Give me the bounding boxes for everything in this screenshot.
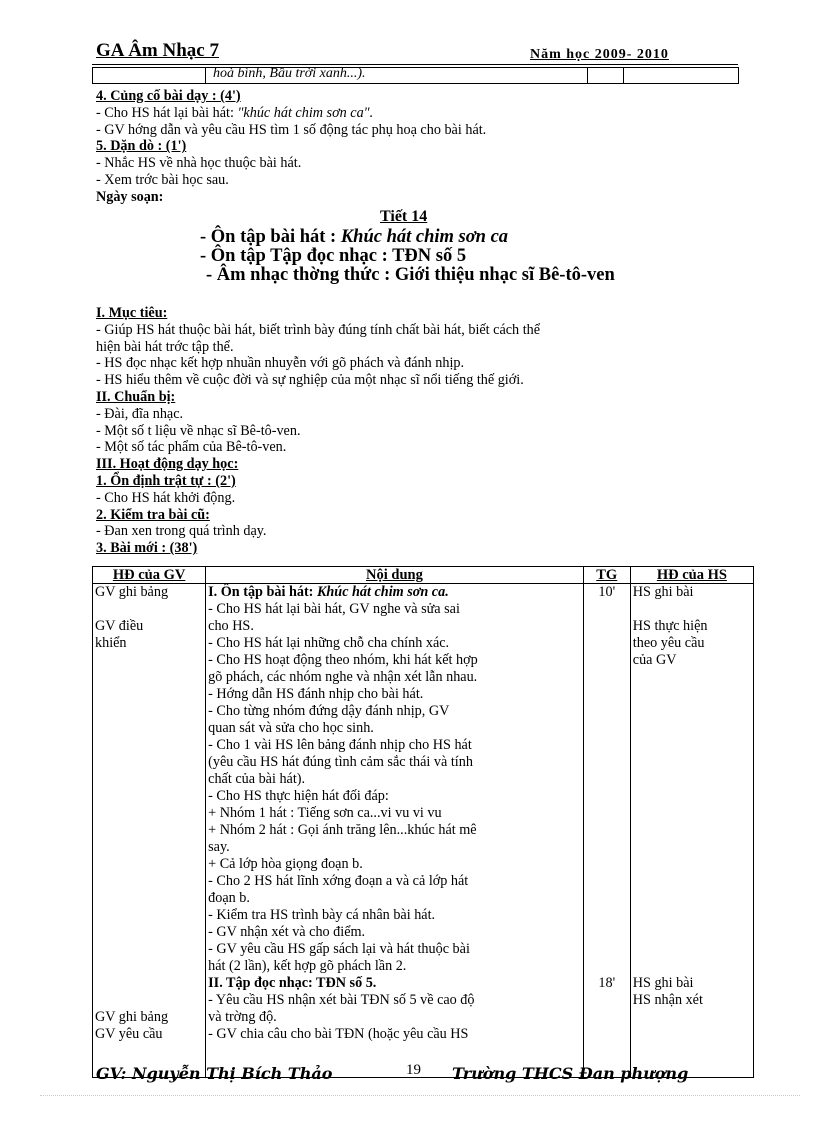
header-time: TG bbox=[583, 567, 630, 584]
header-year: Năm học 2009- 2010 bbox=[530, 47, 669, 62]
cell-line: theo yêu cầu bbox=[632, 635, 705, 651]
table-divider bbox=[623, 68, 624, 83]
time-value-1: 10' bbox=[598, 584, 616, 600]
table-header-row bbox=[93, 567, 754, 584]
cell-line: - GV yêu cầu HS gấp sách lại và hát thuộc bài bbox=[208, 941, 470, 957]
cell-line: + Nhóm 2 hát : Gọi ánh trăng lên...khúc hát mê bbox=[208, 822, 477, 838]
section-III-3-title: 3. Bài mới : (38') bbox=[96, 540, 198, 557]
section-II-title: II. Chuẩn bị: bbox=[96, 388, 176, 405]
time-value-2: 18' bbox=[598, 975, 616, 991]
header-teacher: HĐ của GV bbox=[93, 567, 206, 584]
ngay-soan: Ngày soạn: bbox=[96, 188, 164, 205]
cell-line bbox=[95, 856, 203, 873]
cell-line: quan sát và sửa cho học sinh. bbox=[208, 720, 374, 736]
content-block-a bbox=[208, 601, 581, 975]
cell-line bbox=[95, 601, 203, 618]
section-I-title: I. Mục tiêu: bbox=[96, 305, 168, 321]
cell-line: + Cả lớp hòa giọng đoạn b. bbox=[208, 856, 363, 872]
section-III-2-line: - Đan xen trong quá trình dạy. bbox=[96, 523, 267, 540]
cell-line: HS ghi bài bbox=[632, 975, 694, 991]
objective-line: hiện bài hát trớc tập thể. bbox=[96, 338, 234, 355]
cell-line bbox=[95, 754, 203, 771]
content-cell bbox=[206, 584, 584, 1078]
cell-line: GV ghi bảng bbox=[95, 1009, 169, 1025]
cell-line bbox=[95, 703, 203, 720]
cell-line: - Hớng dẫn HS đánh nhịp cho bài hát. bbox=[208, 686, 424, 702]
lesson-activity-table bbox=[92, 566, 754, 1078]
cell-line: GV điều bbox=[95, 618, 144, 634]
cell-line bbox=[95, 941, 203, 958]
section-III-1-line: - Cho HS hát khởi động. bbox=[96, 489, 236, 506]
lesson-topic-2: - Ôn tập Tập đọc nhạc : TĐN số 5 bbox=[200, 246, 467, 266]
prep-line: - Đài, đĩa nhạc. bbox=[96, 405, 184, 422]
header-content: Nội dung bbox=[206, 567, 584, 584]
cell-line bbox=[95, 720, 203, 737]
cell-line: - Kiểm tra HS trình bày cá nhân bài hát. bbox=[208, 907, 436, 923]
lesson-topic-1: - Ôn tập bài hát : Khúc hát chim sơn ca bbox=[200, 227, 509, 247]
section-4-line-2: - GV hớng dẫn và yêu cầu HS tìm 1 số động tác phụ hoạ cho bài hát. bbox=[96, 121, 487, 138]
student-block-a bbox=[633, 584, 751, 669]
section-5-line-2: - Xem trớc bài học sau. bbox=[96, 171, 229, 188]
section-III-1-title: 1. Ổn định trật tự : (2') bbox=[96, 472, 236, 489]
table-divider bbox=[587, 68, 588, 83]
objectives-section bbox=[96, 305, 746, 557]
cell-line: - Cho HS thực hiện hát đối đáp: bbox=[208, 788, 389, 804]
time-cell bbox=[583, 584, 630, 1078]
page-number: 19 bbox=[406, 1062, 421, 1078]
cell-line bbox=[95, 669, 203, 686]
cell-line: hát (2 lần), kết hợp gõ phách lần 2. bbox=[208, 958, 407, 974]
objective-line: - HS đọc nhạc kết hợp nhuần nhuyễn với gõ phách và đánh nhịp. bbox=[96, 355, 465, 372]
cell-line: đoạn b. bbox=[208, 890, 250, 906]
cell-line bbox=[95, 907, 203, 924]
cell-line bbox=[95, 873, 203, 890]
cell-line bbox=[95, 686, 203, 703]
cell-line: - Cho HS hát lại bài hát, GV nghe và sửa sai bbox=[208, 601, 460, 617]
cell-line: - Cho từng nhóm đứng dậy đánh nhịp, GV bbox=[208, 703, 450, 719]
section-III-title: III. Hoạt động dạy học: bbox=[96, 456, 239, 473]
page-bottom-rule bbox=[40, 1095, 800, 1096]
content-title-1: I. Ôn tập bài hát: Khúc hát chim sơn ca. bbox=[208, 584, 449, 600]
cell-line: HS thực hiện bbox=[632, 618, 708, 634]
student-activity-cell bbox=[630, 584, 753, 1078]
cell-line bbox=[95, 788, 203, 805]
lesson-number: Tiết 14 bbox=[380, 208, 428, 225]
continued-text: hoà bình, Bầu trời xanh...). bbox=[213, 66, 366, 81]
cell-line: + Nhóm 1 hát : Tiếng sơn ca...vi vu vi vu bbox=[208, 805, 442, 821]
header-subject: GA Âm Nhạc 7 bbox=[96, 40, 219, 61]
cell-line: - Cho 2 HS hát lĩnh xớng đoạn a và cả lớp hát bbox=[208, 873, 469, 889]
content-title-2: II. Tập đọc nhạc: TĐN số 5. bbox=[208, 975, 377, 991]
cell-line bbox=[95, 958, 203, 975]
cell-line bbox=[95, 737, 203, 754]
footer-teacher: GV: Nguyễn Thị Bích Thảo bbox=[96, 1064, 333, 1083]
cell-line bbox=[95, 839, 203, 856]
prep-line: - Một số t liệu về nhạc sĩ Bê-tô-ven. bbox=[96, 422, 301, 439]
cell-line bbox=[95, 890, 203, 907]
cell-line: GV ghi bảng bbox=[95, 584, 169, 600]
cell-line: - Cho 1 vài HS lên bảng đánh nhịp cho HS hát bbox=[208, 737, 472, 753]
cell-line bbox=[95, 992, 203, 1009]
cell-line bbox=[633, 601, 751, 618]
section-5-title: 5. Dặn dò : (1') bbox=[96, 138, 187, 155]
cell-line bbox=[95, 805, 203, 822]
section-4-line-1: - Cho HS hát lại bài hát: "khúc hát chim sơn ca". bbox=[96, 104, 374, 121]
cell-line bbox=[95, 771, 203, 788]
student-block-b bbox=[633, 975, 751, 1009]
cell-line: và trờng độ. bbox=[208, 1009, 277, 1025]
objective-line: - HS hiểu thêm về cuộc đời và sự nghiệp của một nhạc sĩ nổi tiếng thế giới. bbox=[96, 372, 524, 389]
header-student: HĐ của HS bbox=[630, 567, 753, 584]
cell-line: của GV bbox=[632, 652, 677, 668]
cell-line: - Yêu cầu HS nhận xét bài TĐN số 5 về cao độ bbox=[208, 992, 475, 1008]
cell-line: (yêu cầu HS hát đúng tình cảm sắc thái và tính bbox=[208, 754, 473, 770]
section-III-2-title: 2. Kiểm tra bài cũ: bbox=[96, 506, 210, 523]
cell-line bbox=[95, 975, 203, 992]
cell-line bbox=[95, 822, 203, 839]
teacher-activity-cell bbox=[93, 584, 206, 1078]
objective-line: - Giúp HS hát thuộc bài hát, biết trình bày đúng tính chất bài hát, biết cách thể bbox=[96, 321, 541, 338]
section-5-line-1: - Nhắc HS về nhà học thuộc bài hát. bbox=[96, 155, 302, 172]
cell-line bbox=[95, 1043, 203, 1060]
cell-line: say. bbox=[208, 839, 230, 855]
cell-line: - GV chia câu cho bài TĐN (hoặc yêu cầu HS bbox=[208, 1026, 469, 1042]
footer-school: Trường THCS Đan phượng bbox=[452, 1064, 689, 1083]
cell-line: khiển bbox=[95, 635, 127, 651]
cell-line: HS ghi bài bbox=[632, 584, 694, 600]
cell-line bbox=[95, 924, 203, 941]
section-4-title: 4. Củng cố bài dạy : (4') bbox=[96, 88, 241, 104]
cell-line: - GV nhận xét và cho điểm. bbox=[208, 924, 366, 940]
sections-4-5 bbox=[96, 88, 736, 206]
prep-line: - Một số tác phẩm của Bê-tô-ven. bbox=[96, 439, 287, 456]
content-block-b bbox=[208, 992, 581, 1043]
table-divider bbox=[205, 68, 206, 83]
cell-line: gõ phách, các nhóm nghe và nhận xét lẫn nhau. bbox=[208, 669, 478, 685]
header-rule bbox=[92, 64, 738, 65]
lesson-topic-3: - Âm nhạc thờng thức : Giới thiệu nhạc sĩ Bê-tô-ven bbox=[206, 265, 615, 285]
cell-line: - Cho HS hoạt động theo nhóm, khi hát kết hợp bbox=[208, 652, 478, 668]
cell-line bbox=[95, 652, 203, 669]
table-row bbox=[93, 584, 754, 1078]
cell-line: cho HS. bbox=[208, 618, 254, 634]
continued-table-row bbox=[92, 67, 739, 84]
cell-line: chất của bài hát). bbox=[208, 771, 306, 787]
cell-line: GV yêu cầu bbox=[95, 1026, 163, 1042]
cell-line: - Cho HS hát lại những chỗ cha chính xác. bbox=[208, 635, 450, 651]
cell-line: HS nhận xét bbox=[632, 992, 703, 1008]
